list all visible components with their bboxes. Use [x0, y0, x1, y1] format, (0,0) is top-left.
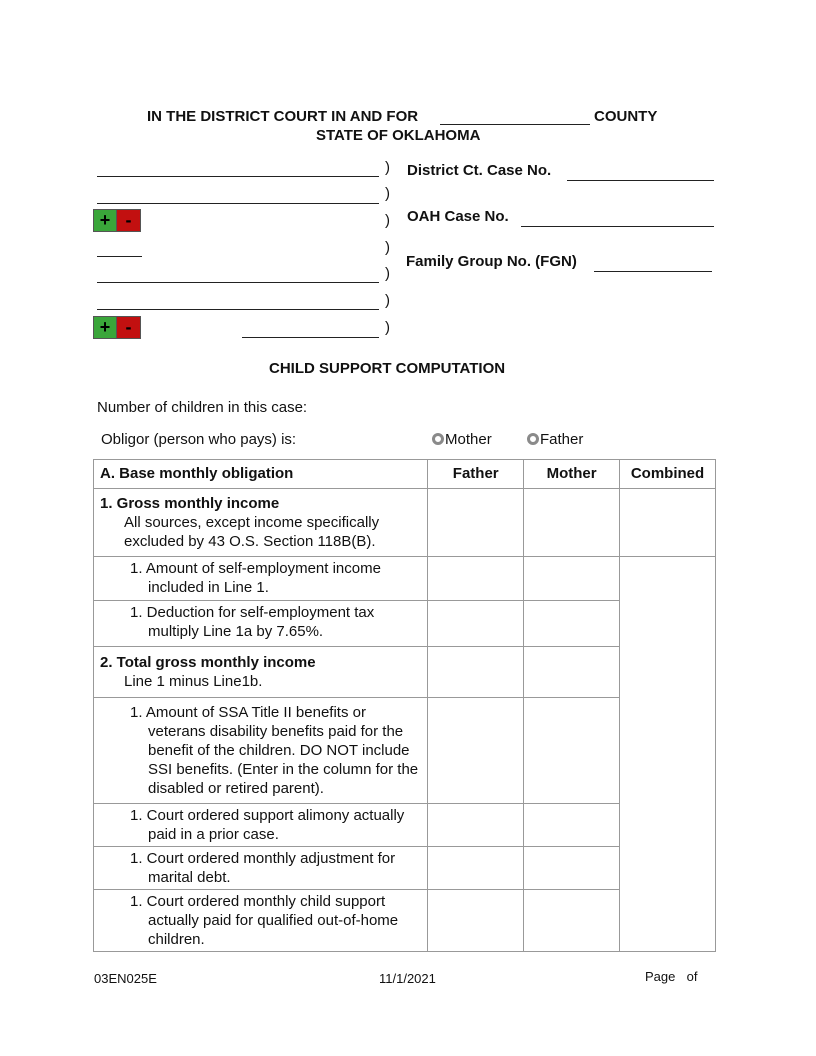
father-radio-label: Father	[540, 431, 584, 448]
party-add-remove-2	[93, 316, 141, 339]
mother-cell[interactable]	[524, 804, 620, 847]
obligor-father-option[interactable]	[527, 431, 583, 448]
add-party-button[interactable]: +	[94, 210, 117, 231]
mother-cell[interactable]	[524, 890, 620, 952]
father-radio[interactable]	[527, 433, 539, 445]
header-base-obligation: A. Base monthly obligation	[94, 460, 428, 489]
oah-case-label: OAH Case No.	[407, 208, 509, 225]
county-field[interactable]	[440, 124, 590, 125]
party-add-remove-1	[93, 209, 141, 232]
party-line-2[interactable]	[97, 203, 379, 204]
county-label: COUNTY	[594, 108, 658, 125]
court-heading	[147, 108, 418, 125]
form-date: 11/1/2021	[379, 971, 436, 986]
combined-cell-merged	[620, 557, 716, 952]
court-heading-prefix: IN THE DISTRICT COURT IN AND FOR	[147, 108, 419, 125]
row-text: 1. Court ordered monthly child support actually paid for qualified out-of-home children.	[130, 893, 399, 948]
row-text: 1. Court ordered support alimony actually paid in a prior case.	[130, 807, 405, 843]
party-line-6[interactable]	[242, 337, 379, 338]
district-case-label: District Ct. Case No.	[407, 162, 552, 179]
father-cell[interactable]	[428, 698, 524, 804]
father-cell[interactable]	[428, 890, 524, 952]
row-title: 1. Gross monthly income	[100, 495, 280, 512]
state-heading: STATE OF OKLAHOMA	[316, 127, 481, 144]
mother-radio-label: Mother	[445, 431, 492, 448]
row-text: 1. Amount of SSA Title II benefits or veterans disability benefits paid for the benefit of the children. DO NOT include SSI benefits. (Enter in the column for the disabled or retired parent).	[130, 704, 419, 797]
mother-cell[interactable]	[524, 489, 620, 557]
caption-paren: )	[385, 265, 390, 282]
father-cell[interactable]	[428, 557, 524, 601]
mother-cell[interactable]	[524, 647, 620, 698]
fgn-label: Family Group No. (FGN)	[406, 253, 577, 270]
father-cell[interactable]	[428, 489, 524, 557]
row-text: All sources, except income specifically excluded by 43 O.S. Section 118B(B).	[124, 514, 380, 550]
district-case-field[interactable]	[567, 180, 714, 181]
remove-party-button[interactable]: -	[117, 317, 140, 338]
page-label: Page	[645, 969, 676, 984]
table-header-row	[94, 460, 716, 489]
caption-paren: )	[385, 185, 390, 202]
mother-radio[interactable]	[432, 433, 444, 445]
row-text: 1. Court ordered monthly adjustment for marital debt.	[130, 850, 396, 886]
form-title: CHILD SUPPORT COMPUTATION	[269, 360, 506, 377]
table-row	[94, 489, 716, 557]
row-text: 1. Deduction for self-employment tax multiply Line 1a by 7.65%.	[130, 604, 375, 640]
obligor-label: Obligor (person who pays) is:	[101, 431, 297, 448]
row-title: 2. Total gross monthly income	[100, 654, 316, 671]
combined-cell[interactable]	[620, 489, 716, 557]
row-text: Line 1 minus Line1b.	[124, 673, 263, 690]
form-number: 03EN025E	[94, 971, 157, 986]
page-number	[645, 969, 697, 984]
row-text: 1. Amount of self-employment income included in Line 1.	[130, 560, 381, 596]
fgn-field[interactable]	[594, 271, 712, 272]
mother-cell[interactable]	[524, 698, 620, 804]
header-combined: Combined	[620, 460, 716, 489]
mother-cell[interactable]	[524, 847, 620, 890]
father-cell[interactable]	[428, 601, 524, 647]
caption-paren: )	[385, 212, 390, 229]
header-father: Father	[428, 460, 524, 489]
party-line-5[interactable]	[97, 309, 379, 310]
party-line-3[interactable]	[97, 256, 142, 257]
caption-paren: )	[385, 159, 390, 176]
of-label: of	[686, 969, 698, 984]
mother-cell[interactable]	[524, 557, 620, 601]
add-party-button[interactable]: +	[94, 317, 117, 338]
party-line-4[interactable]	[97, 282, 379, 283]
row-gross-income-label	[94, 489, 428, 557]
caption-paren: )	[385, 292, 390, 309]
table-row	[94, 557, 716, 601]
oah-case-field[interactable]	[521, 226, 714, 227]
father-cell[interactable]	[428, 804, 524, 847]
caption-paren: )	[385, 239, 390, 256]
remove-party-button[interactable]: -	[117, 210, 140, 231]
father-cell[interactable]	[428, 647, 524, 698]
father-cell[interactable]	[428, 847, 524, 890]
children-label: Number of children in this case:	[97, 399, 308, 416]
caption-paren: )	[385, 319, 390, 336]
obligor-mother-option[interactable]	[432, 431, 492, 448]
base-obligation-table	[93, 459, 716, 952]
party-line-1[interactable]	[97, 176, 379, 177]
mother-cell[interactable]	[524, 601, 620, 647]
header-mother: Mother	[524, 460, 620, 489]
